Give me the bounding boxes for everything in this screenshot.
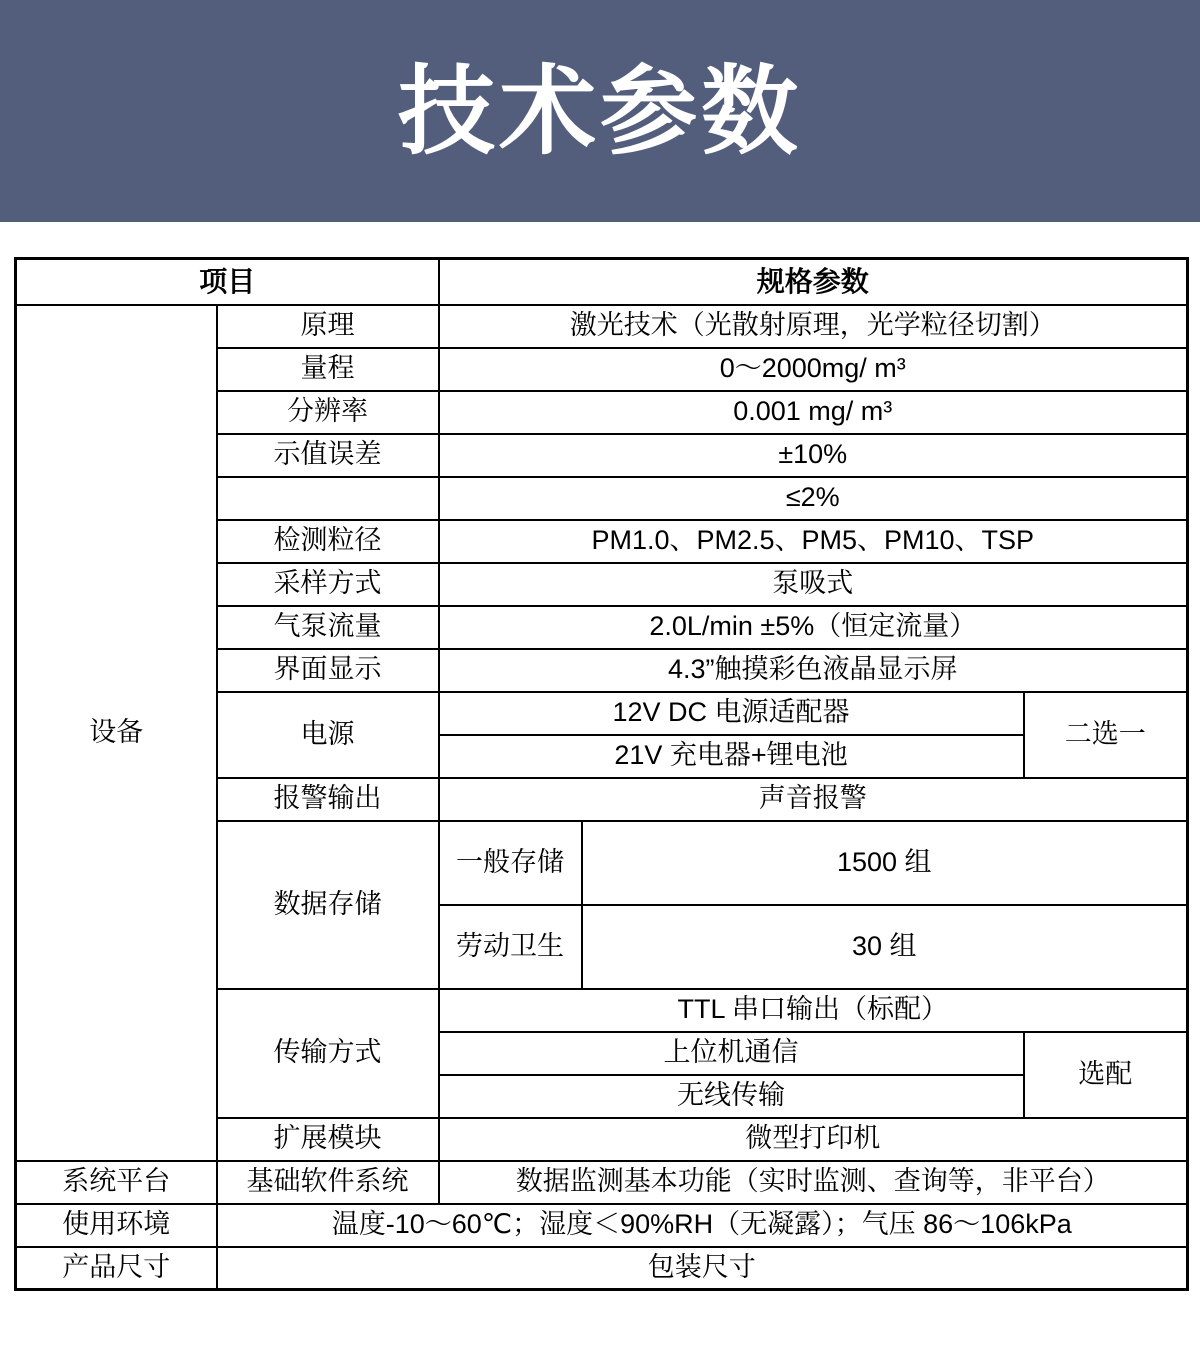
row-transmission-optional2-value: 无线传输	[439, 1075, 1024, 1118]
row-expansion-value: 微型打印机	[439, 1118, 1188, 1161]
row-power-label: 电源	[217, 692, 439, 778]
row-display-value: 4.3”触摸彩色液晶显示屏	[439, 649, 1188, 692]
row-platform-label: 基础软件系统	[217, 1161, 439, 1204]
row-environment-value: 温度-10～60℃；湿度＜90%RH（无凝露）；气压 86～106kPa	[217, 1204, 1188, 1247]
row-range-label: 量程	[217, 348, 439, 391]
row-alarm-label: 报警输出	[217, 778, 439, 821]
row-power-option1-value: 12V DC 电源适配器	[439, 692, 1024, 735]
row-power-note: 二选一	[1024, 692, 1188, 778]
row-indication-error-value: ±10%	[439, 434, 1188, 477]
row-particle-sizes-value: PM1.0、PM2.5、PM5、PM10、TSP	[439, 520, 1188, 563]
row-transmission-label: 传输方式	[217, 989, 439, 1118]
category-environment: 使用环境	[16, 1204, 217, 1247]
row-repeatability-value: ≤2%	[439, 477, 1188, 520]
row-environment	[16, 1204, 1188, 1247]
row-storage-entry2-type: 劳动卫生	[439, 905, 582, 989]
row-storage-label: 数据存储	[217, 821, 439, 989]
row-pump-flow-value: 2.0L/min ±5%（恒定流量）	[439, 606, 1188, 649]
row-storage-entry1-value: 1500 组	[582, 821, 1188, 905]
row-expansion-label: 扩展模块	[217, 1118, 439, 1161]
row-principle	[16, 305, 1188, 348]
row-storage-entry2-value: 30 组	[582, 905, 1188, 989]
row-pump-flow-label: 气泵流量	[217, 606, 439, 649]
category-platform: 系统平台	[16, 1161, 217, 1204]
row-dimensions	[16, 1247, 1188, 1290]
spec-table	[14, 257, 1189, 1291]
page-banner	[0, 0, 1200, 222]
column-header-spec: 规格参数	[439, 259, 1188, 305]
row-principle-value: 激光技术（光散射原理，光学粒径切割）	[439, 305, 1188, 348]
row-storage-entry1-type: 一般存储	[439, 821, 582, 905]
row-indication-error-label: 示值误差	[217, 434, 439, 477]
category-device: 设备	[16, 305, 217, 1161]
row-resolution-value: 0.001 mg/ m³	[439, 391, 1188, 434]
row-alarm-value: 声音报警	[439, 778, 1188, 821]
row-principle-label: 原理	[217, 305, 439, 348]
row-transmission-note: 选配	[1024, 1032, 1188, 1118]
row-transmission-standard-value: TTL 串口输出（标配）	[439, 989, 1188, 1032]
row-platform-value: 数据监测基本功能（实时监测、查询等，非平台）	[439, 1161, 1188, 1204]
row-range-value: 0～2000mg/ m³	[439, 348, 1188, 391]
row-repeatability-label	[217, 477, 439, 520]
row-transmission-optional1-value: 上位机通信	[439, 1032, 1024, 1075]
row-particle-sizes-label: 检测粒径	[217, 520, 439, 563]
row-sampling-method-value: 泵吸式	[439, 563, 1188, 606]
row-display-label: 界面显示	[217, 649, 439, 692]
page-title: 技术参数	[398, 56, 802, 166]
row-sampling-method-label: 采样方式	[217, 563, 439, 606]
row-platform	[16, 1161, 1188, 1204]
row-dimensions-value: 包装尺寸	[217, 1247, 1188, 1290]
category-dimensions: 产品尺寸	[16, 1247, 217, 1290]
row-power-option2-value: 21V 充电器+锂电池	[439, 735, 1024, 778]
table-header-row	[16, 259, 1188, 305]
row-resolution-label: 分辨率	[217, 391, 439, 434]
column-header-item: 项目	[16, 259, 439, 305]
